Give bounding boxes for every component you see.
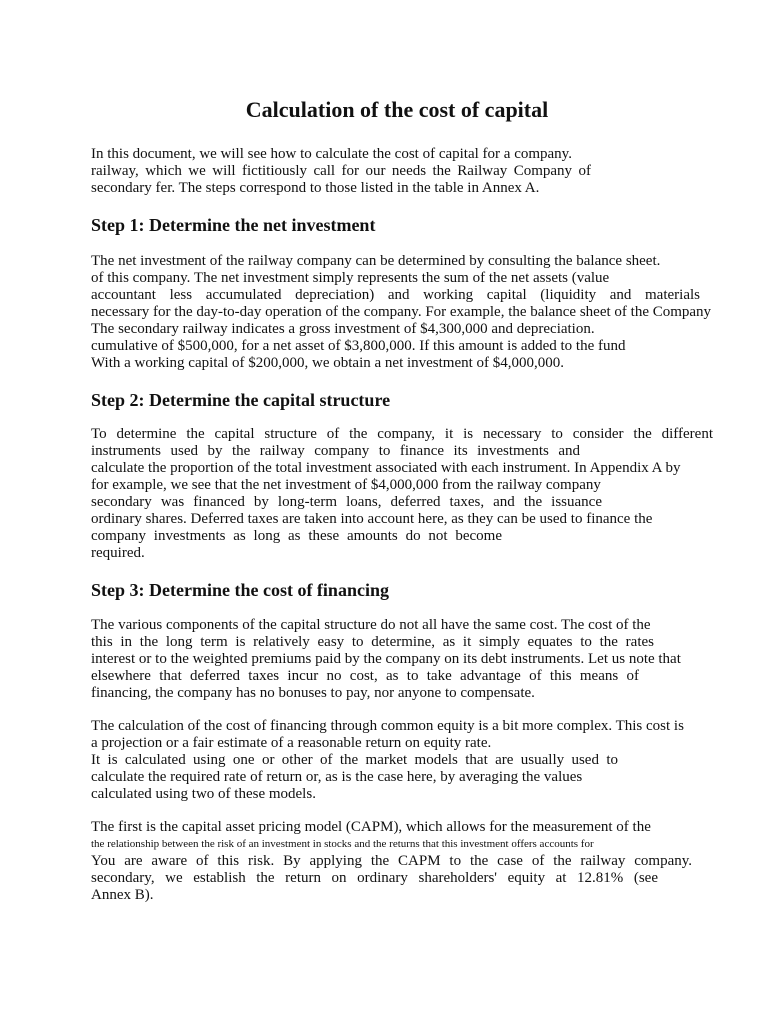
text-line: calculate the proportion of the total investment associated with each instrument. In Appendix A by: [91, 460, 681, 476]
text-line: elsewhere that deferred taxes incur no cost, as to take advantage of this means of: [91, 668, 639, 684]
text-line: secondary fer. The steps correspond to those listed in the table in Annex A.: [91, 180, 540, 196]
step-2-paragraph: [91, 426, 713, 562]
text-line: It is calculated using one or other of the market models that are usually used to: [91, 752, 618, 768]
step-3-heading: Step 3: Determine the cost of financing: [91, 580, 389, 600]
text-line: secondary was financed by long-term loans, deferred taxes, and the issuance: [91, 494, 602, 510]
text-line: instruments used by the railway company to finance its investments and: [91, 443, 580, 459]
text-line: necessary for the day-to-day operation of the company. For example, the balance sheet of the Company: [91, 304, 712, 320]
text-line: accountant less accumulated depreciation) and working capital (liquidity and materials: [91, 287, 700, 303]
step-3-paragraph-3: [91, 819, 692, 904]
step-3-paragraph-2: [91, 718, 684, 803]
text-line: calculate the required rate of return or, as is the case here, by averaging the values: [91, 769, 583, 785]
text-line: The first is the capital asset pricing model (CAPM), which allows for the measurement of the: [91, 819, 651, 835]
text-line: ordinary shares. Deferred taxes are taken into account here, as they can be used to finance the: [91, 511, 653, 527]
text-line: interest or to the weighted premiums paid by the company on its debt instruments. Let us note that: [91, 651, 681, 667]
text-line: You are aware of this risk. By applying the CAPM to the case of the railway company.: [91, 853, 692, 869]
intro-paragraph: [91, 146, 591, 197]
text-line: The various components of the capital structure do not all have the same cost. The cost of the: [91, 617, 651, 633]
text-line: calculated using two of these models.: [91, 786, 316, 802]
text-line: a projection or a fair estimate of a reasonable return on equity rate.: [91, 735, 492, 751]
text-line: The secondary railway indicates a gross investment of $4,300,000 and depreciation.: [91, 321, 595, 337]
text-line: In this document, we will see how to calculate the cost of capital for a company.: [91, 146, 572, 162]
text-line: With a working capital of $200,000, we obtain a net investment of $4,000,000.: [91, 355, 565, 371]
text-line: for example, we see that the net investment of $4,000,000 from the railway company: [91, 477, 601, 493]
text-line: cumulative of $500,000, for a net asset of $3,800,000. If this amount is added to the fund: [91, 338, 626, 354]
text-line: company investments as long as these amounts do not become: [91, 528, 502, 544]
text-line: To determine the capital structure of the company, it is necessary to consider the different: [91, 426, 713, 442]
text-line: required.: [91, 545, 145, 561]
step-1-heading: Step 1: Determine the net investment: [91, 215, 376, 235]
text-line: secondary, we establish the return on ordinary shareholders' equity at 12.81% (see: [91, 870, 658, 886]
text-line: the relationship between the risk of an investment in stocks and the returns that this investment offers accounts for: [91, 838, 594, 850]
text-line: railway, which we will fictitiously call for our needs the Railway Company of: [91, 163, 591, 179]
step-2-heading: Step 2: Determine the capital structure: [91, 390, 391, 410]
text-line: Annex B).: [91, 887, 154, 903]
text-line: this in the long term is relatively easy to determine, as it simply equates to the rates: [91, 634, 654, 650]
step-1-paragraph: [91, 253, 711, 372]
text-line: of this company. The net investment simply represents the sum of the net assets (value: [91, 270, 610, 286]
text-line: The calculation of the cost of financing through common equity is a bit more complex. This cost is: [91, 718, 684, 734]
step-3-paragraph-1: [91, 617, 681, 702]
document-title: Calculation of the cost of capital: [245, 97, 549, 122]
text-line: financing, the company has no bonuses to pay, nor anyone to compensate.: [91, 685, 535, 701]
text-line: The net investment of the railway company can be determined by consulting the balance sheet.: [91, 253, 661, 269]
